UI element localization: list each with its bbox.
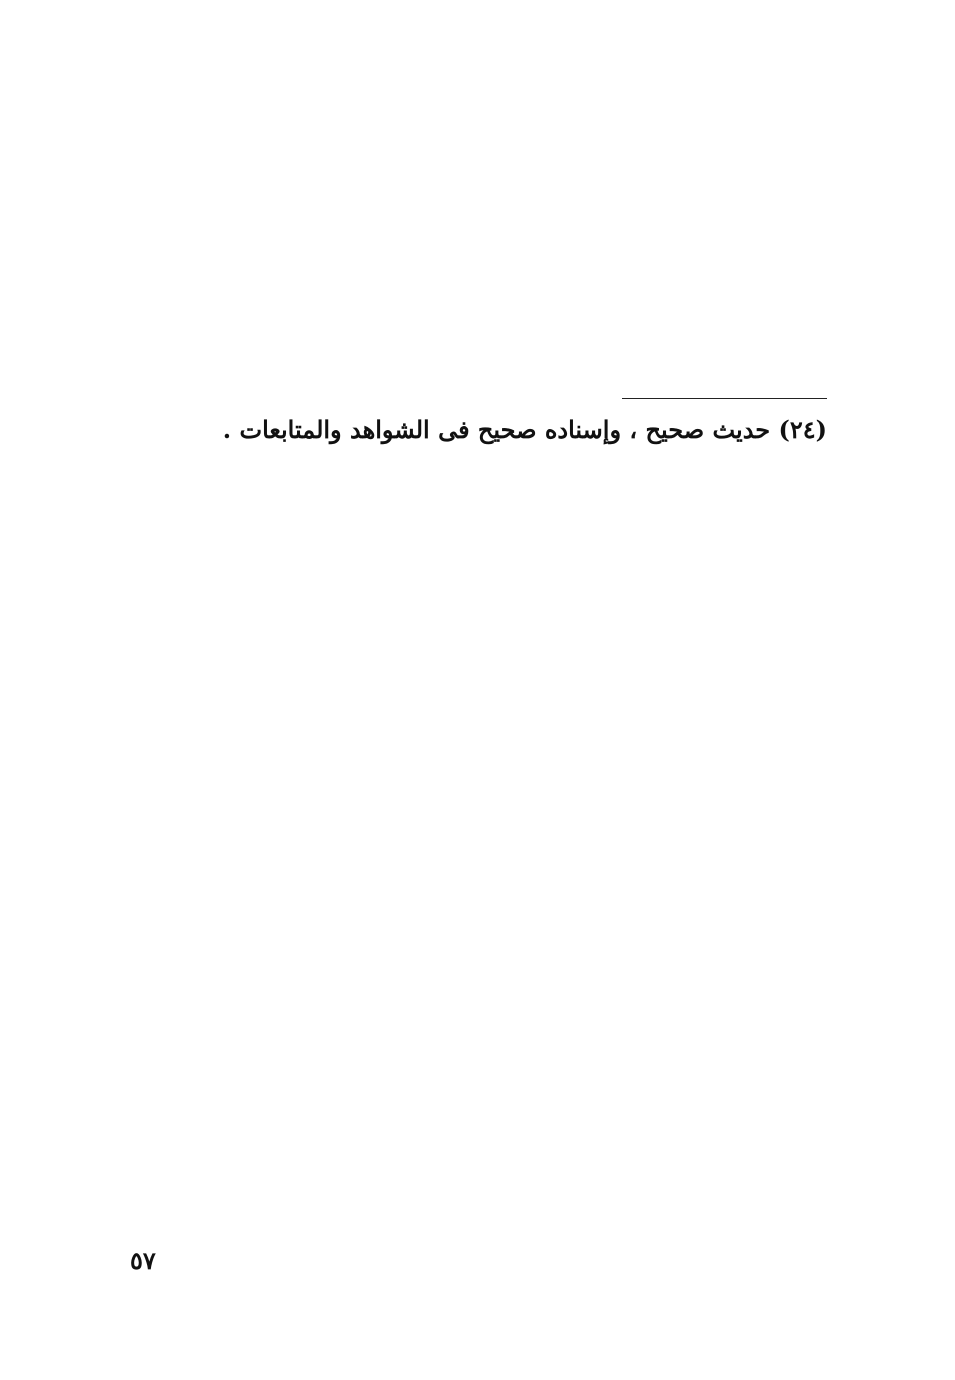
ruling-line: (٢٤) حديث صحيح ، وإسناده صحيح فى الشواهد والمتابعات . bbox=[222, 415, 827, 444]
footnote-divider bbox=[622, 398, 827, 399]
page-number: ٥٧ bbox=[130, 1246, 156, 1275]
